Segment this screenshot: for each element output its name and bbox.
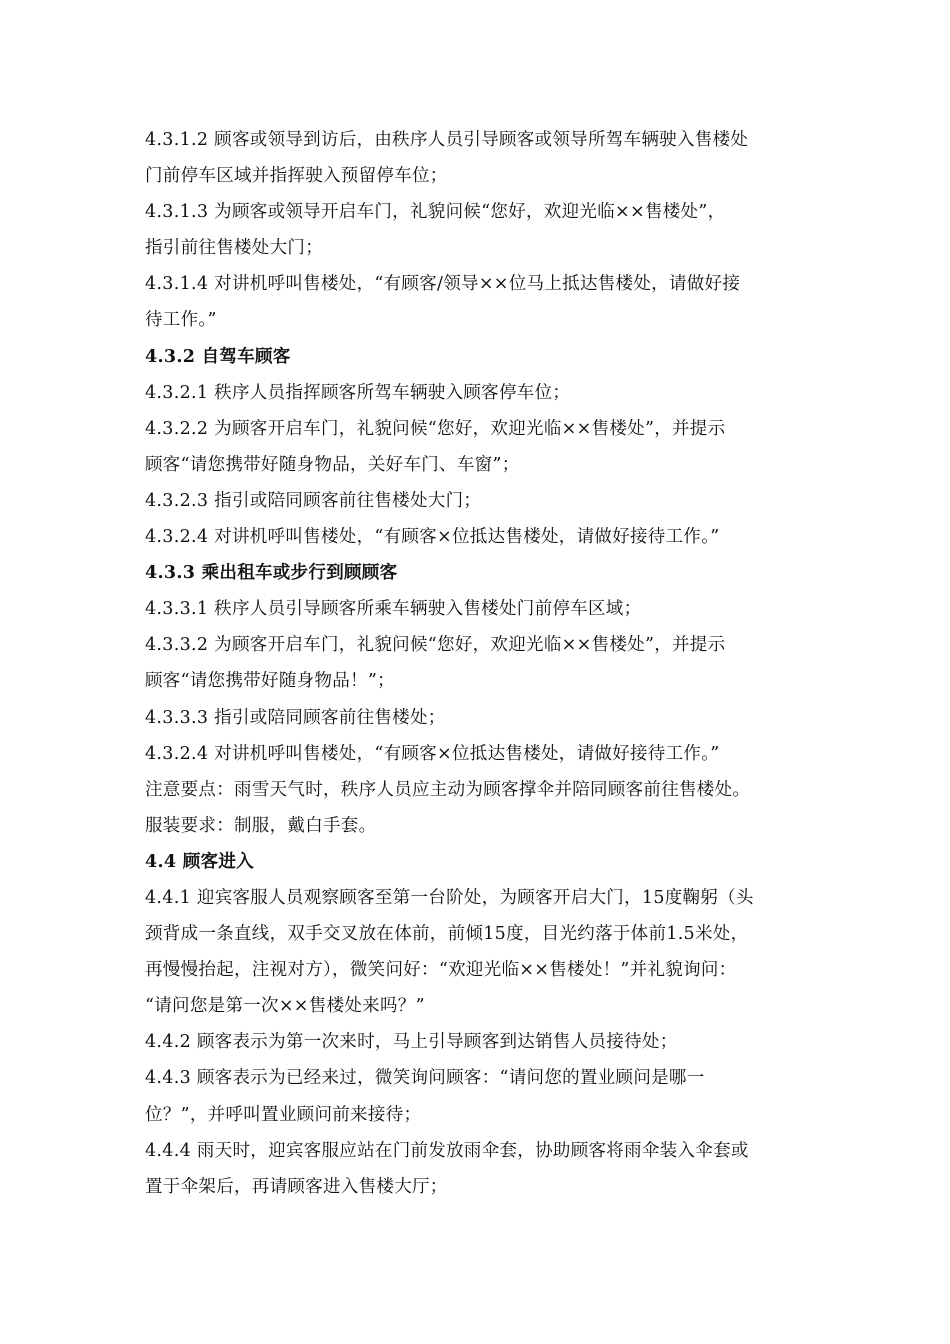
text-line: 4.3.3.1 秩序人员引导顾客所乘车辆驶入售楼处门前停车区域； [145, 599, 642, 620]
section-heading: 4.4 顾客进入 [145, 851, 254, 872]
text-line: 4.3.1.2 顾客或领导到访后，由秩序人员引导顾客或领导所驾车辆驶入售楼处 [145, 130, 749, 150]
text-line: 门前停车区域并指挥驶入预留停车位； [145, 166, 448, 187]
text-line: 服装要求：制服，戴白手套。 [145, 815, 377, 836]
text-line: 位？”，并呼叫置业顾问前来接待； [145, 1104, 422, 1125]
text-line: 4.3.2.1 秩序人员指挥顾客所驾车辆驶入顾客停车位； [145, 382, 571, 403]
text-line: 指引前往售楼处大门； [145, 238, 323, 259]
text-line: 4.4.2 顾客表示为第一次来时，马上引导顾客到达销售人员接待处； [145, 1032, 678, 1053]
text-line: 待工作。” [145, 310, 217, 331]
text-line: 4.3.3.3 指引或陪同顾客前往售楼处； [145, 707, 446, 728]
text-line: 注意要点：雨雪天气时，秩序人员应主动为顾客撑伞并陪同顾客前往售楼处。 [145, 779, 751, 800]
text-line: 4.3.2.4 对讲机呼叫售楼处，“有顾客×位抵达售楼处，请做好接待工作。” [145, 743, 720, 764]
text-line: 4.3.2.3 指引或陪同顾客前往售楼处大门； [145, 490, 482, 511]
text-line: 顾客“请您携带好随身物品，关好车门、车窗”； [145, 454, 520, 475]
text-line: 顾客“请您携带好随身物品！”； [145, 671, 395, 692]
text-line: 4.3.1.4 对讲机呼叫售楼处，“有顾客/领导××位马上抵达售楼处，请做好接 [145, 274, 741, 295]
section-heading: 4.3.2 自驾车顾客 [145, 346, 291, 367]
text-line: 4.4.3 顾客表示为已经来过，微笑询问顾客：“请问您的置业顾问是哪一 [145, 1068, 705, 1089]
text-line: “请问您是第一次××售楼处来吗？” [145, 996, 425, 1017]
text-line: 4.4.4 雨天时，迎宾客服应站在门前发放雨伞套，协助顾客将雨伞装入伞套或 [145, 1140, 749, 1161]
text-line: 4.4.1 迎宾客服人员观察顾客至第一台阶处，为顾客开启大门，15度鞠躬（头 [145, 887, 754, 908]
text-line: 4.3.3.2 为顾客开启车门，礼貌问候“您好，欢迎光临××售楼处”，并提示 [145, 635, 726, 656]
section-heading: 4.3.3 乘出租车或步行到顾顾客 [145, 563, 398, 584]
text-line: 颈背成一条直线，双手交叉放在体前，前倾15度，目光约落于体前1.5米处， [145, 924, 749, 945]
text-line: 4.3.2.4 对讲机呼叫售楼处，“有顾客×位抵达售楼处，请做好接待工作。” [145, 527, 720, 548]
text-line: 4.3.1.3 为顾客或领导开启车门，礼貌问候“您好，欢迎光临××售楼处”， [145, 202, 726, 223]
text-line: 置于伞架后，再请顾客进入售楼大厅； [145, 1176, 448, 1197]
document-page [145, 122, 815, 1205]
text-line: 4.3.2.2 为顾客开启车门，礼貌问候“您好，欢迎光临××售楼处”，并提示 [145, 418, 726, 439]
text-line: 再慢慢抬起，注视对方），微笑问好：“欢迎光临××售楼处！”并礼貌询问： [145, 960, 737, 981]
